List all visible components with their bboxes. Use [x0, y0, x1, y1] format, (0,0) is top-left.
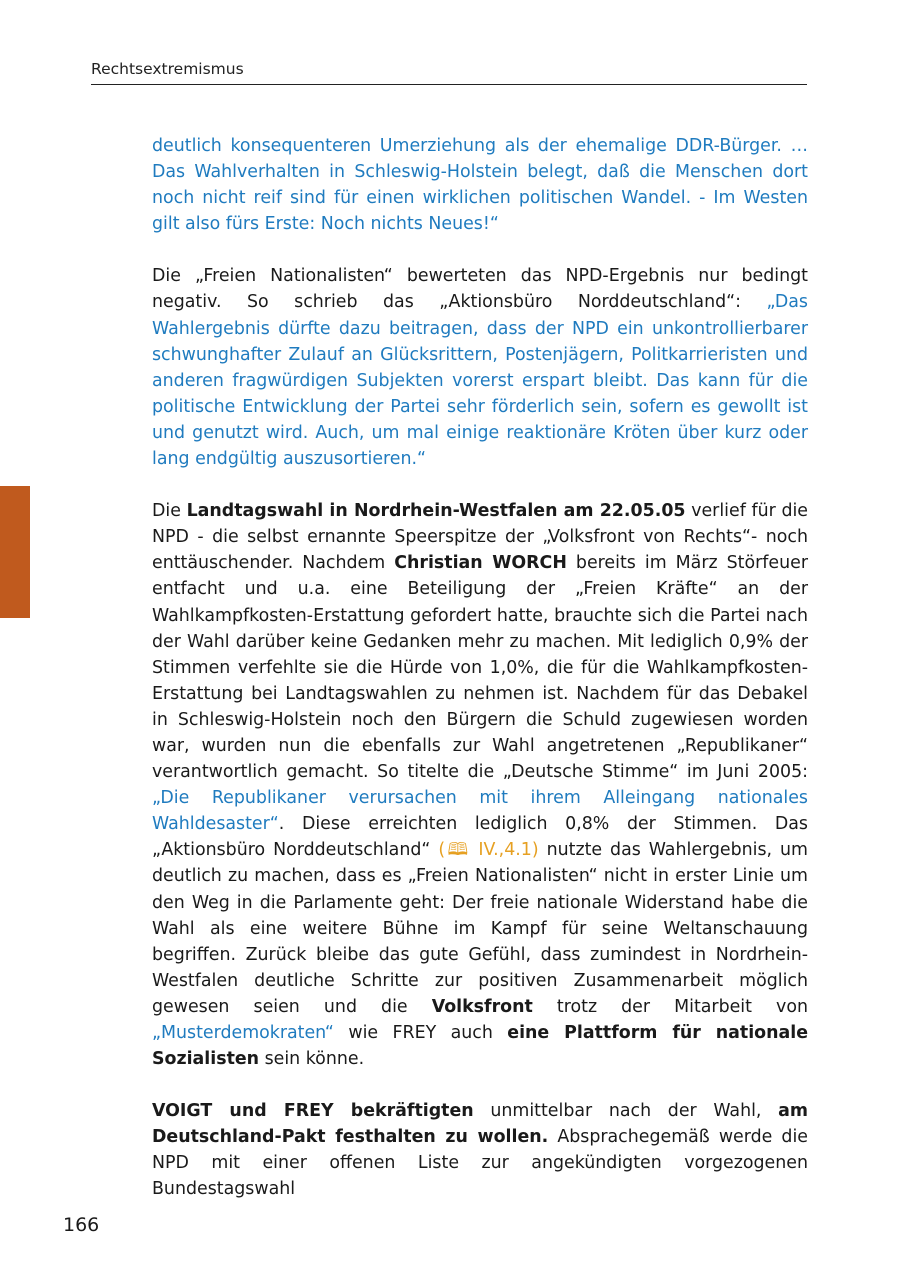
body-text-run: Absprachegemäß werde die NPD mit einer offenen Liste zur angekündigten vorgezogenen Bundestagswahl — [152, 1127, 808, 1200]
quote-text: deutlich konsequenteren Umerziehung als der ehemalige DDR-Bürger. …Das Wahlverhalten in Schleswig-Holstein belegt, daß die Menschen dort noch nicht reif sind für einen wirklichen politischen Wandel. - Im Westen gilt also fürs Erste: Noch nichts Neues!“ — [152, 136, 808, 235]
body-text-run: Die „Freien Nationalisten“ bewerteten das NPD-Ergebnis nur bedingt negativ. So schrieb das „Aktionsbüro Norddeutschland“: — [152, 266, 808, 313]
body-text-run: nutzte das Wahlergebnis, um deutlich zu machen, dass es „Freien Nationalisten“ nicht in erster Linie um den Weg in die Parlamente geht: Der freie nationale Widerstand habe die Wahl als eine weitere Bühne im Kampf für seine Weltanschauung begriffen. Zurück bleibe das gute Gefühl, dass zumindest in Nordrhein-Westfalen deutliche Schritte zur positiven Zusammenarbeit möglich gewesen seien und die — [152, 840, 808, 1017]
cross-reference-link[interactable]: (🕮 IV.,4.1) — [438, 840, 539, 861]
body-text — [152, 133, 808, 1229]
quote-text: „Musterdemokraten“ — [152, 1023, 334, 1043]
body-text-run: unmittelbar nach der Wahl, — [473, 1101, 779, 1122]
paragraph-3 — [152, 498, 808, 1072]
header-rule — [91, 84, 807, 85]
bold-text: VOIGT und FREY bekräftigten — [152, 1101, 474, 1122]
paragraph-4 — [152, 1098, 808, 1202]
paragraph-1 — [152, 133, 808, 237]
body-text-run: wie FREY auch — [333, 1023, 508, 1043]
body-text-run: Die — [152, 501, 187, 522]
body-text-run: sein könne. — [259, 1049, 365, 1070]
chapter-side-tab — [0, 486, 30, 618]
body-text-run: verlief für die NPD - die selbst ernannte Speerspitze der „Volksfront von Rechts“- noch enttäuschender. Nachdem — [152, 501, 809, 574]
bold-text: eine Plattform für nationale Sozialisten — [152, 1023, 809, 1070]
paragraph-2 — [152, 263, 808, 472]
body-text-run: bereits im März Störfeuer entfacht und u.a. eine Beteiligung der „Freien Kräfte“ an der Wahlkampfkosten-Erstattung gefordert hatte, brauchte sich die Partei nach der Wahl darüber keine Gedanken mehr zu machen. Mit lediglich 0,9% der Stimmen verfehlte sie die Hürde von 1,0%, die für die Wahlkampfkosten-Erstattung bei Landtagswahlen zu nehmen ist. Nachdem für das Debakel in Schleswig-Holstein noch den Bürgern die Schuld zugewiesen worden war, wurden nun die ebenfalls zur Wahl angetretenen „Republikaner“ verantwortlich gemacht. So titelte die „Deutsche Stimme“ im Juni 2005: — [152, 553, 808, 783]
running-header: Rechtsextremismus — [91, 60, 244, 78]
page-number: 166 — [63, 1214, 100, 1236]
body-text-run: trotz der Mitarbeit von — [532, 996, 808, 1017]
bold-text: am Deutschland-Pakt festhalten zu wollen. — [152, 1101, 808, 1148]
bold-text: Landtagswahl in Nordrhein-Westfalen am 22.05.05 — [186, 501, 686, 522]
quote-text: „Die Republikaner verursachen mit ihrem Alleingang nationales Wahldesaster“ — [152, 788, 808, 835]
quote-text: „Das Wahlergebnis dürfte dazu beitragen, dass der NPD ein unkontrollierbarer schwunghafter Zulauf an Glücksrittern, Postenjägern, Politkarrieristen und anderen fragwürdigen Subjekten vorerst erspart bleibt. Das kann für die politische Entwicklung der Partei sehr förderlich sein, sofern es gewollt ist und genutzt wird. Auch, um mal einige reaktionäre Kröten über kurz oder lang endgültig auszusortieren.“ — [152, 292, 808, 470]
bold-text: Christian WORCH — [394, 553, 567, 574]
bold-text: Volksfront — [431, 996, 533, 1017]
body-text-run: . Diese erreichten lediglich 0,8% der Stimmen. Das „Aktionsbüro Norddeutschland“ — [152, 814, 808, 861]
